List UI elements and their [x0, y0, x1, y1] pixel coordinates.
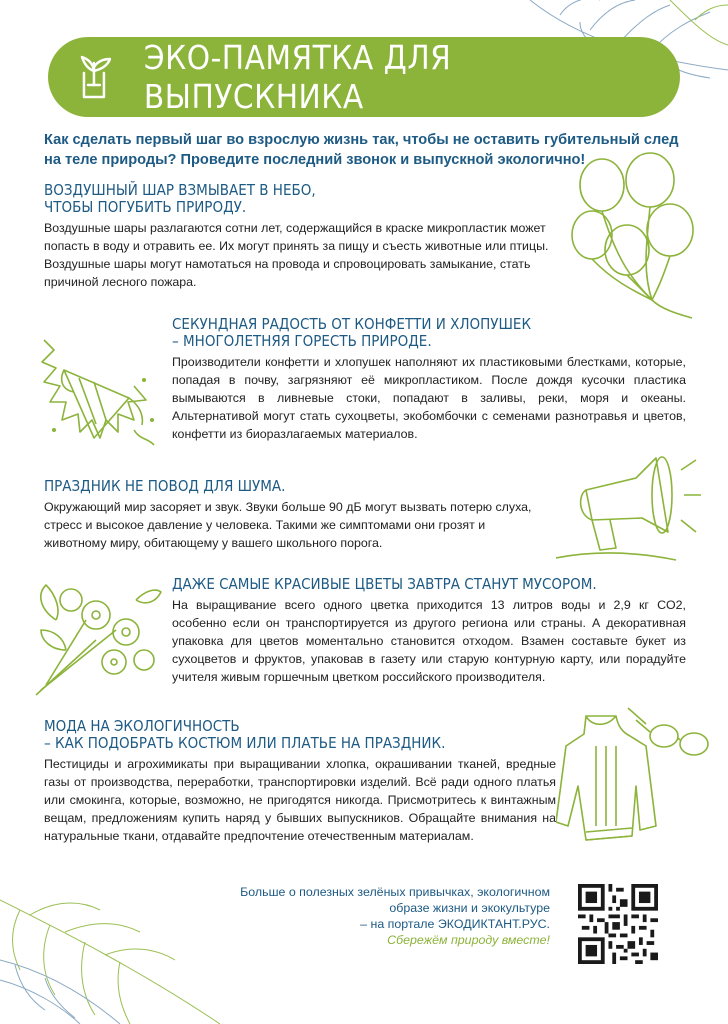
section-title: ВОЗДУШНЫЙ ШАР ВЗМЫВАЕТ В НЕБО, ЧТОБЫ ПОГУБИТЬ ПРИРОДУ. [44, 181, 316, 216]
section-title: МОДА НА ЭКОЛОГИЧНОСТЬ – КАК ПОДОБРАТЬ КОСТЮМ ИЛИ ПЛАТЬЕ НА ПРАЗДНИК. [44, 717, 446, 752]
qr-code-icon[interactable] [578, 884, 658, 964]
section-title: ДАЖЕ САМЫЕ КРАСИВЫЕ ЦВЕТЫ ЗАВТРА СТАНУТ МУСОРОМ. [172, 575, 597, 593]
megaphone-icon [556, 440, 706, 570]
section-confetti [172, 316, 686, 443]
party-popper-icon [34, 320, 164, 460]
header-banner [48, 37, 680, 117]
section-text: Пестициды и агрохимикаты при выращивании хлопка, окрашивании тканей, вредные газы от производства, переработки, транспортировки изделий. Всё ради одного платья или смокинга, которые, возможно, не пригодятся никогда. Присмотритесь к винтажным вещам, предложениям купить наряд у бывших выпускников. Обращайте внимания на натуральные ткани, отдавайте предпочтение отечественным материалам. [44, 757, 556, 843]
section-noise [44, 478, 544, 552]
balloons-icon [562, 150, 702, 320]
footer-text: Больше о полезных зелёных привычках, экологичном образе жизни и экокультуре – на портале ЭКОДИКТАНТ.РУС. Сбережём природу вместе! [240, 885, 550, 947]
section-text: Воздушные шары разлагаются сотни лет, содержащийся в краске микропластик может попасть в воду и отравить ее. Их могут принять за пищу и съесть животные или птицы. Воздушные шары могут намотаться на провода и спровоцировать замыкание, стать причиной лесного пожара. [44, 221, 549, 289]
section-flowers [172, 576, 686, 686]
section-balloons [44, 182, 564, 291]
page-title: ЭКО-ПАМЯТКА ДЛЯ ВЫПУСКНИКА [143, 38, 452, 116]
sweater-glasses-icon [556, 706, 716, 866]
section-text: Окружающий мир засоряет и звук. Звуки больше 90 дБ могут вызвать потерю слуха, стресс и высокое давление у человека. Такими же симптомами они грозят и животному миру, обитающему у вашего школьного порога. [44, 500, 532, 550]
eco-bottle-icon [66, 49, 122, 105]
bouquet-icon [26, 570, 166, 700]
section-text: Производители конфетти и хлопушек наполняют их пластиковыми блестками, которые, попадая в почву, загрязняют её микропластиком. После дождя кусочки пластика вымываются в ливневые стоки, попадают в заливы, реки, моря и океаны. Альтернативой могут стать сухоцветы, экобомбочки с семенами разнотравья и цветов, конфетти из биоразлагаемых материалов. [172, 355, 686, 441]
footer-slogan: Сбережём природу вместе! [387, 933, 550, 947]
intro-text: Как сделать первый шаг во взрослую жизнь так, чтобы не оставить губительный след на теле природы? Проведите последний звонок и выпускной экологично! [44, 132, 679, 168]
leaf-decoration-bottom-left [0, 870, 220, 1024]
section-text: На выращивание всего одного цветка приходится 13 литров воды и 2,9 кг CO2, особенно если он транспортируется из другого региона или страны. А декоративная упаковка для цветов моментально становится отходом. Взамен составьте букет из сухоцветов и фруктов, упаковав в газету или старую контурную карту, или порадуйте учителя живым горшечным цветком российского производителя. [172, 598, 686, 684]
section-fashion [44, 718, 556, 845]
section-title: ПРАЗДНИК НЕ ПОВОД ДЛЯ ШУМА. [44, 477, 286, 495]
section-title: СЕКУНДНАЯ РАДОСТЬ ОТ КОНФЕТТИ И ХЛОПУШЕК – МНОГОЛЕТНЯЯ ГОРЕСТЬ ПРИРОДЕ. [172, 315, 532, 350]
